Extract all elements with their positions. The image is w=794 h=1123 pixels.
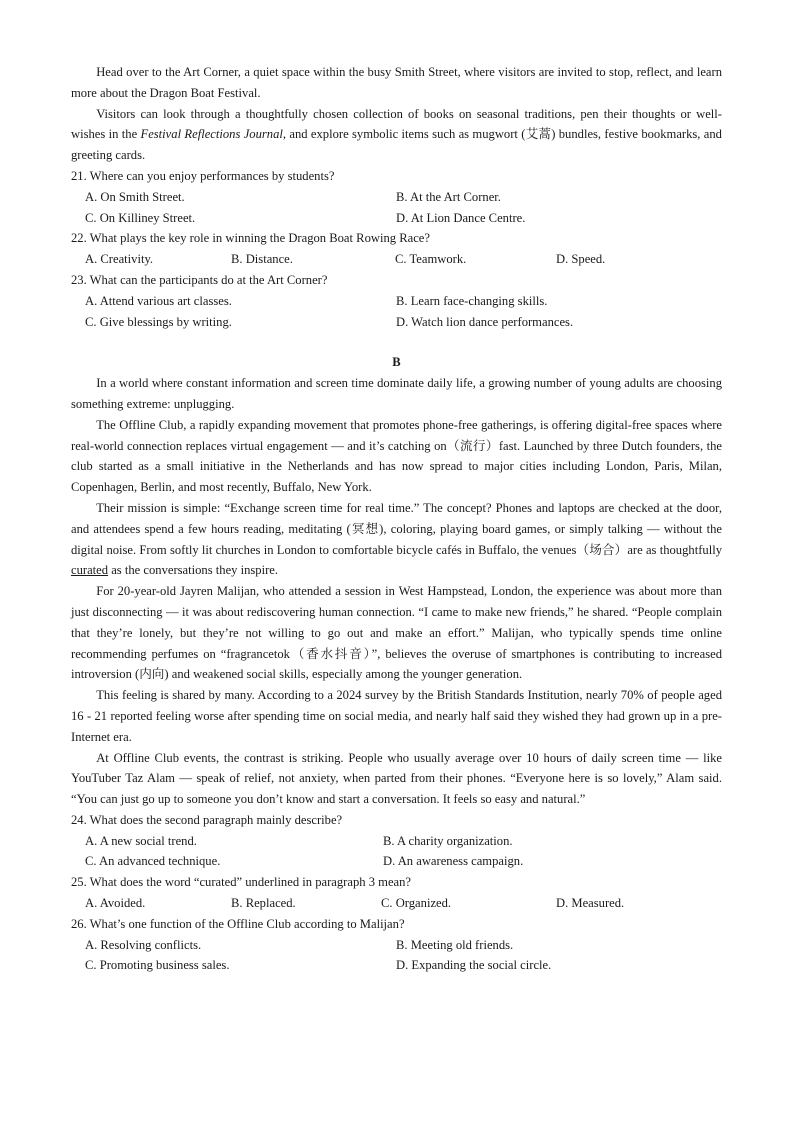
option-d[interactable]: D. Measured. xyxy=(556,896,625,911)
paragraph-text: as the conversations they inspire. xyxy=(108,563,279,578)
question-stem: 21. Where can you enjoy performances by students? xyxy=(71,168,335,183)
option-b[interactable]: B. Distance. xyxy=(231,252,293,267)
paragraph-text: Their mission is simple: “Exchange screen time for real time.” The concept? Phones and laptops are checked at the door, and attendees spend a few hours reading, meditating (冥想), coloring, playing board games, or simply talking — without the digital noise. From softly lit churches in London to comfortable bicycle cafés in Buffalo, the venues（场合）are as thoughtfully xyxy=(71,500,722,557)
question-24 xyxy=(71,810,722,872)
paragraph-4: For 20-year-old Jayren Malijan, who attended a session in West Hampstead, London, the experience was about more than just disconnecting — it was about rediscovering human connection. “I came to make new friends,” he shared. “People complain that they’re lonely, but they’re not willing to go out and make an effort.” Malijan, who typically spends time online recommending perfumes on “fragrancetok（香水抖音）”, believes the overuse of smartphones is contributing to increased introversion (内向) and weakened social skills, especially among the younger generation. xyxy=(71,584,722,682)
option-d[interactable]: D. Watch lion dance performances. xyxy=(396,314,574,329)
paragraph-text: , and explore symbolic items such as mugwort (艾蒿) bundles, festive bookmarks, and greeting cards. xyxy=(71,127,722,163)
question-stem: 25. What does the word “curated” underlined in paragraph 3 mean? xyxy=(71,875,412,890)
option-a[interactable]: A. Avoided. xyxy=(85,896,146,911)
option-c[interactable]: C. Promoting business sales. xyxy=(85,958,230,973)
question-23 xyxy=(71,270,722,332)
option-a[interactable]: A. On Smith Street. xyxy=(85,189,185,204)
question-stem: 23. What can the participants do at the Art Corner? xyxy=(71,272,328,287)
exam-page xyxy=(71,62,722,976)
paragraph-6: At Offline Club events, the contrast is striking. People who usually average over 10 hours of daily screen time — like YouTuber Taz Alam — speak of relief, not anxiety, when parted from their phones. “Everyone here is so lovely,” Alam said. “You can just go up to someone you don’t know and start a conversation. It feels so easy and natural.” xyxy=(71,750,722,807)
option-c[interactable]: C. Teamwork. xyxy=(395,252,467,267)
question-25 xyxy=(71,872,722,914)
option-b[interactable]: B. A charity organization. xyxy=(383,833,513,848)
question-21 xyxy=(71,166,722,228)
question-22 xyxy=(71,228,722,270)
option-d[interactable]: D. Expanding the social circle. xyxy=(396,958,552,973)
question-stem: 24. What does the second paragraph mainly describe? xyxy=(71,812,343,827)
question-stem: 22. What plays the key role in winning the Dragon Boat Rowing Race? xyxy=(71,231,430,246)
option-c[interactable]: C. On Killiney Street. xyxy=(85,210,196,225)
paragraph-visitors xyxy=(71,104,722,166)
journal-title: Festival Reflections Journal xyxy=(140,127,283,142)
option-d[interactable]: D. Speed. xyxy=(556,252,606,267)
option-a[interactable]: A. A new social trend. xyxy=(85,833,197,848)
paragraph-2: The Offline Club, a rapidly expanding movement that promotes phone-free gatherings, is offering digital-free spaces where real-world connection replaces virtual engagement — and it’s catching on（流行）fast. Launched by three Dutch founders, the club started as a small initiative in the Netherlands and has now spread to major cities including London, Paris, Milan, Copenhagen, Berlin, and most recently, Buffalo, New York. xyxy=(71,417,722,495)
option-b[interactable]: B. Learn face-changing skills. xyxy=(396,293,548,308)
option-c[interactable]: C. An advanced technique. xyxy=(85,854,221,869)
section-heading: B xyxy=(392,355,401,370)
option-c[interactable]: C. Organized. xyxy=(381,896,452,911)
question-26 xyxy=(71,914,722,976)
option-c[interactable]: C. Give blessings by writing. xyxy=(85,314,232,329)
option-b[interactable]: B. Replaced. xyxy=(231,896,296,911)
paragraph-5: This feeling is shared by many. According to a 2024 survey by the British Standards Institution, nearly 70% of people aged 16 - 21 reported feeling worse after spending time on social media, and nearly half said they wished they had grown up in a pre-Internet era. xyxy=(71,688,722,744)
option-d[interactable]: D. At Lion Dance Centre. xyxy=(396,210,526,225)
paragraph-3 xyxy=(71,498,722,581)
option-d[interactable]: D. An awareness campaign. xyxy=(383,854,524,869)
underlined-word: curated xyxy=(71,563,109,578)
question-stem: 26. What’s one function of the Offline Club according to Malijan? xyxy=(71,916,405,931)
option-a[interactable]: A. Attend various art classes. xyxy=(85,293,232,308)
option-a[interactable]: A. Creativity. xyxy=(85,252,154,267)
option-b[interactable]: B. At the Art Corner. xyxy=(396,189,501,204)
option-a[interactable]: A. Resolving conflicts. xyxy=(85,937,202,952)
paragraph-art-corner: Head over to the Art Corner, a quiet space within the busy Smith Street, where visitors are invited to stop, reflect, and learn more about the Dragon Boat Festival. xyxy=(71,65,722,100)
paragraph-text: Visitors can look through a thoughtfully chosen collection of books on seasonal traditions, pen their thoughts or well-wishes in the xyxy=(71,106,722,142)
paragraph-1: In a world where constant information and screen time dominate daily life, a growing number of young adults are choosing something extreme: unplugging. xyxy=(71,376,722,411)
option-b[interactable]: B. Meeting old friends. xyxy=(396,937,514,952)
